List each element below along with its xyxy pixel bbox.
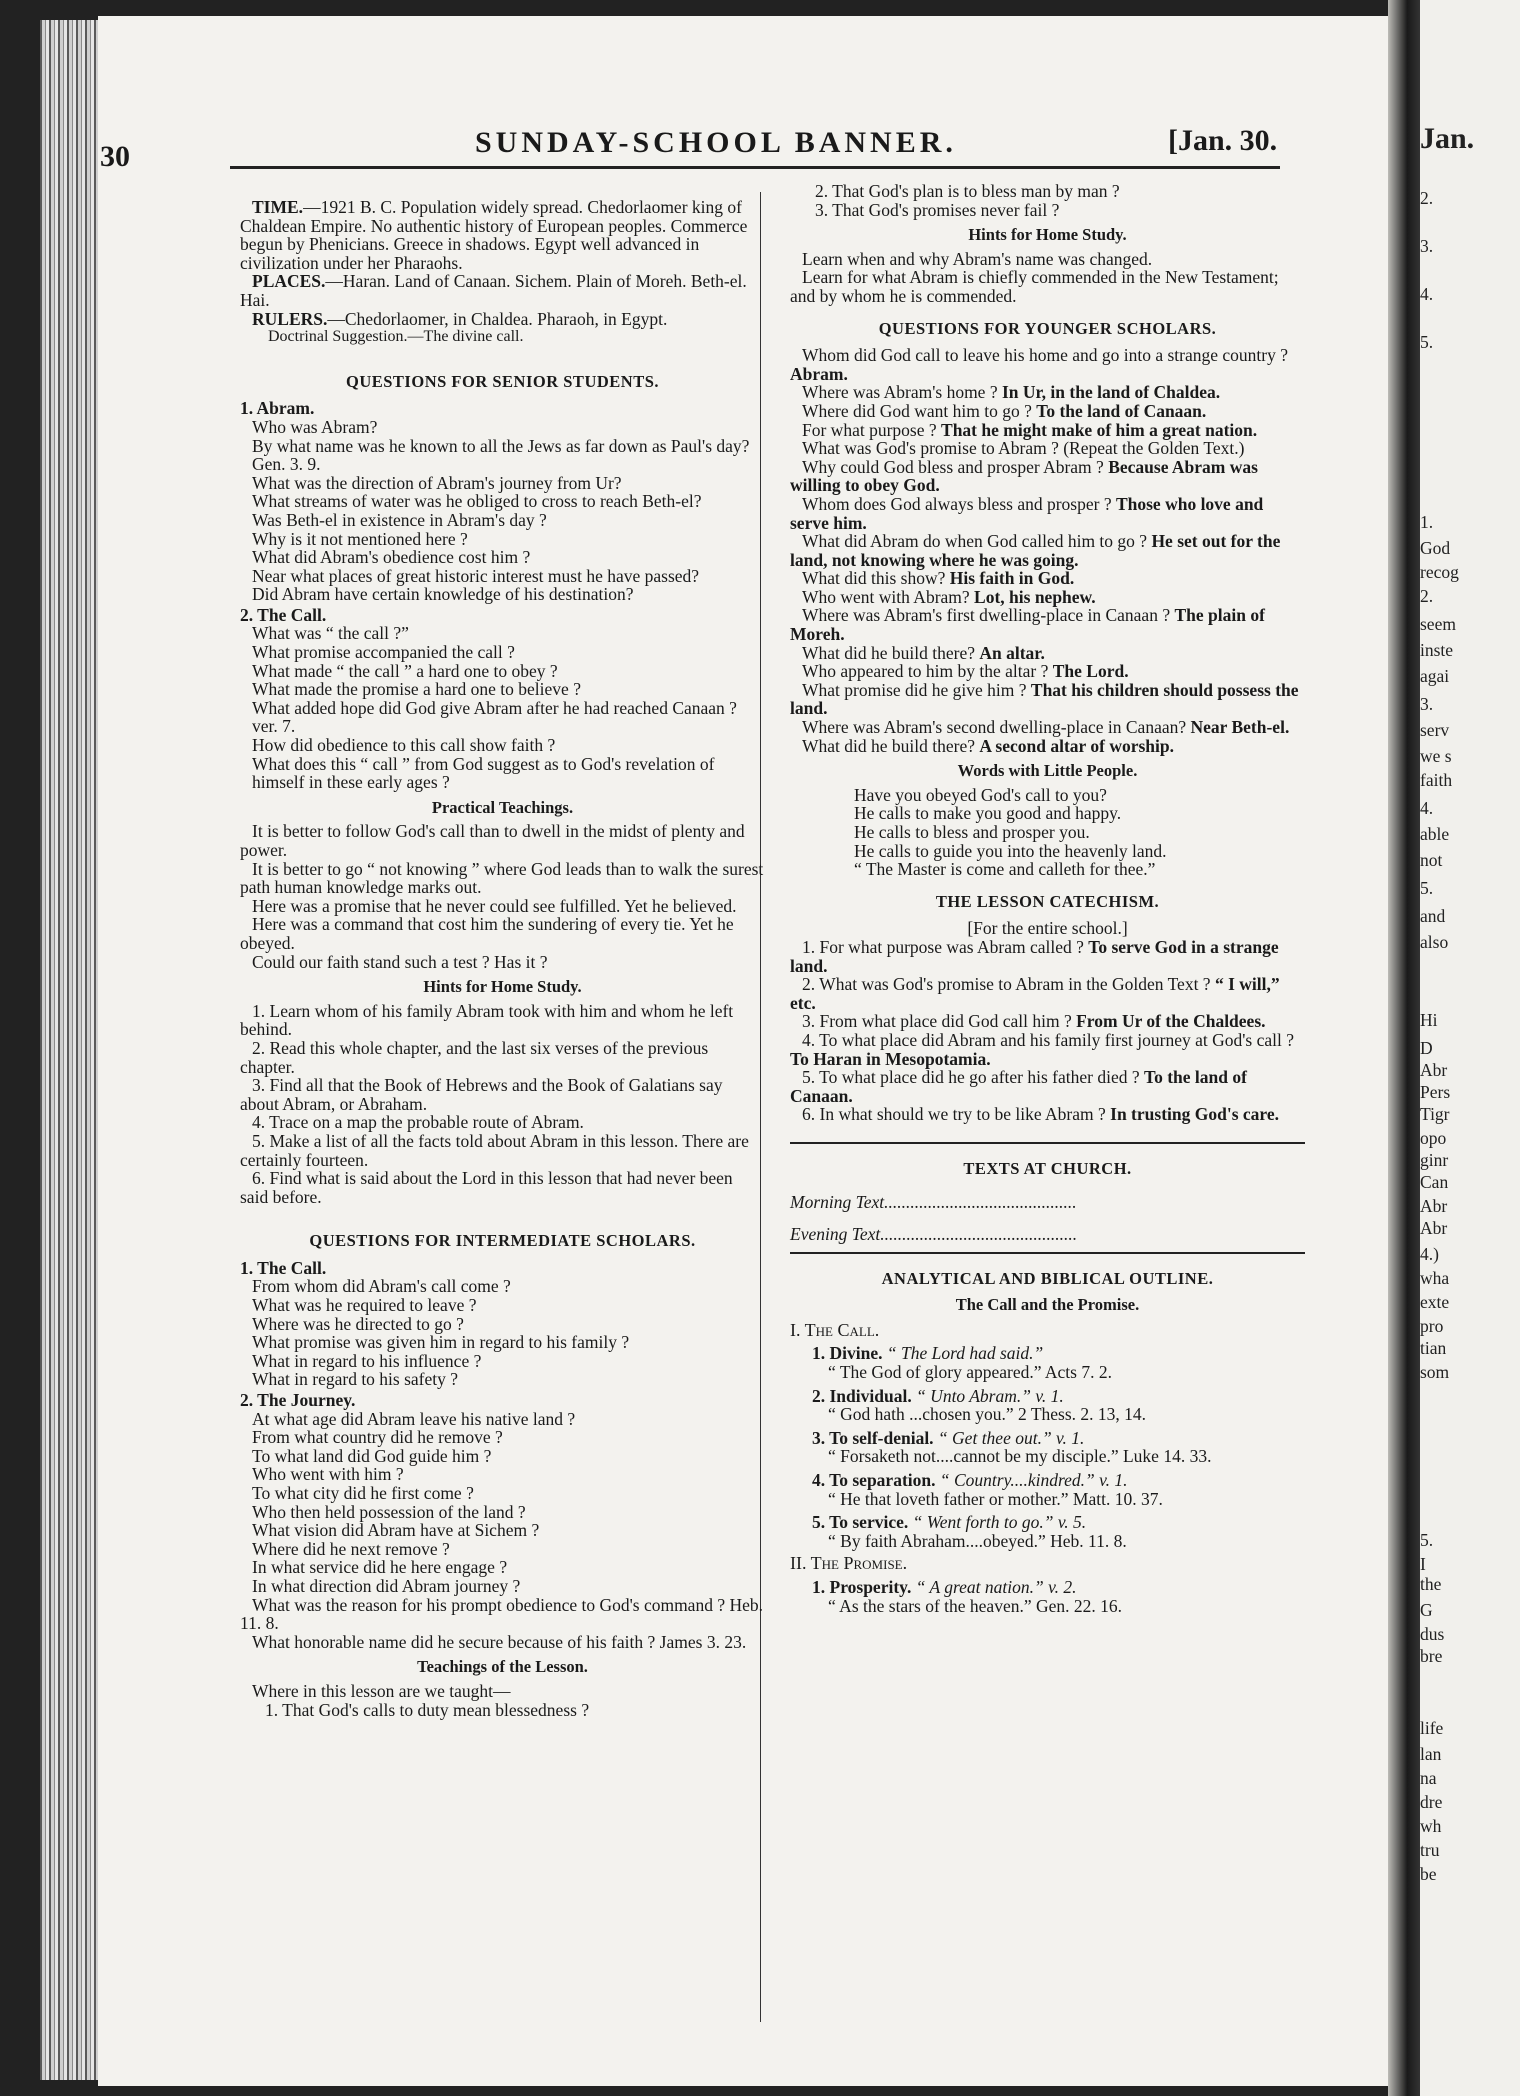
next-page-fragment-text: lan: [1420, 1744, 1442, 1764]
younger-answer: A second altar of worship.: [979, 735, 1174, 756]
next-page-fragment-text: tian: [1420, 1338, 1447, 1358]
question: To what city did he first come ?: [252, 1483, 474, 1503]
younger-question: Why could God bless and prosper Abram ?: [802, 456, 1109, 477]
younger-answer: Because Abram was willing to obey God.: [790, 456, 1258, 496]
catechism-question: 1. For what purpose was Abram called ?: [802, 936, 1089, 957]
younger-qa: [790, 402, 1305, 421]
question: By what name was he known to all the Jews as far down as Paul's day? Gen. 3. 9.: [252, 435, 750, 475]
younger-question: What promise did he give him ?: [802, 679, 1031, 700]
morning-text-line: Morning Text............................................: [790, 1191, 1077, 1212]
question: What does this “ call ” from God suggest as to God's revelation of himself in these early ages ?: [252, 753, 715, 793]
question: What was the reason for his prompt obedience to God's command ? Heb. 11. 8.: [240, 1594, 763, 1634]
younger-question: Who appeared to him by the altar ?: [802, 661, 1053, 682]
outline-item: [790, 1429, 1305, 1448]
younger-question: Where did God want him to go ?: [802, 400, 1037, 421]
question: What made the promise a hard one to believe ?: [252, 679, 581, 700]
teachings-intro: Where in this lesson are we taught—: [252, 1680, 511, 1701]
teachings-continued: [790, 182, 1305, 219]
next-page-fragment-text: dus: [1420, 1624, 1445, 1644]
younger-qa: [790, 718, 1305, 737]
younger-answer: In Ur, in the land of Chaldea.: [1001, 382, 1221, 403]
younger-answer: That his children should possess the land.: [790, 679, 1299, 719]
next-page-fragment-text: tru: [1420, 1840, 1440, 1860]
teaching-paragraph: It is better to go “ not knowing ” where God leads than to walk the surest path human knowledge marks out.: [240, 858, 764, 898]
rulers-label: RULERS.: [252, 308, 328, 329]
teaching-paragraph: Here was a command that cost him the sundering of every tie. Yet he obeyed.: [240, 914, 734, 953]
outline-reference: “ God hath ...chosen you.” 2 Thess. 2. 13, 14.: [828, 1404, 1147, 1425]
left-column: [240, 198, 765, 1719]
younger-question: For what purpose ?: [802, 419, 942, 440]
doctrinal-suggestion: Doctrinal Suggestion.—The divine call.: [268, 328, 524, 346]
home-study-item: 4. Trace on a map the probable route of Abram.: [252, 1112, 584, 1133]
younger-qa: [790, 495, 1305, 532]
younger-qa: [790, 532, 1305, 569]
outline-reference: “ The God of glory appeared.” Acts 7. 2.: [828, 1362, 1112, 1383]
home-study-list: [240, 1002, 765, 1207]
next-page-fragment-text: able: [1420, 824, 1450, 844]
running-title: SUNDAY-SCHOOL BANNER.: [475, 126, 957, 159]
question: What did Abram's obedience cost him ?: [252, 547, 531, 568]
younger-qa: [790, 588, 1305, 607]
catechism-answer: In trusting God's care.: [1110, 1104, 1279, 1125]
question: What streams of water was he obliged to cross to reach Beth-el?: [252, 491, 702, 512]
next-page-fragment-text: agai: [1420, 666, 1450, 686]
senior-questions-2: [240, 624, 765, 791]
outline-quote: “ The Lord had said.”: [886, 1343, 1044, 1364]
next-page-fragment-text: seem: [1420, 614, 1456, 634]
next-page-fragment-text: ginr: [1420, 1150, 1449, 1170]
outline-item: [790, 1471, 1305, 1490]
next-page-fragment-text: opo: [1420, 1128, 1447, 1148]
younger-question: What was God's promise to Abram ? (Repeat the Golden Text.): [802, 438, 1245, 459]
younger-qa: [790, 569, 1305, 588]
home-study-item: 5. Make a list of all the facts told about Abram in this lesson. There are certainly fourteen.: [240, 1130, 749, 1170]
younger-answer: Near Beth-el.: [1190, 717, 1290, 738]
question: What vision did Abram have at Sichem ?: [252, 1520, 540, 1541]
question: What promise was given him in regard to his family ?: [252, 1332, 630, 1353]
catechism-item: [790, 975, 1305, 1012]
header-rule: [230, 166, 1280, 169]
question: What was “ the call ?”: [252, 623, 409, 644]
time-text: —1921 B. C. Population widely spread. Chedorlaomer king of Chaldean Empire. No authentic history of European peoples. Commerce begun by Phenicians. Greece in shadows. Egypt well advanced in civilization under her Pharaohs.: [240, 197, 748, 273]
next-page-fragment-text: faith: [1420, 770, 1453, 790]
next-page-fragment-text: recog: [1420, 562, 1459, 582]
question: From what country did he remove ?: [252, 1427, 503, 1448]
next-page-fragment-text: also: [1420, 932, 1449, 952]
morning-text-label: Morning Text: [790, 1191, 885, 1212]
younger-answer: His faith in God.: [949, 568, 1075, 589]
teaching-paragraph: Here was a promise that he never could see fulfilled. Yet he believed.: [252, 895, 737, 916]
next-page-fragment-text: G: [1420, 1600, 1433, 1620]
younger-question: What did he build there?: [802, 735, 980, 756]
next-page-fragment-text: Hi: [1420, 1010, 1438, 1030]
outline-reference: “ He that loveth father or mother.” Matt. 10. 37.: [828, 1488, 1163, 1509]
outline-point: 2. Individual.: [812, 1385, 917, 1406]
question: Who was Abram?: [252, 416, 378, 437]
places-label: PLACES.: [252, 271, 326, 292]
intermediate-questions-2: [240, 1410, 765, 1596]
younger-question: What did this show?: [802, 568, 950, 589]
texts-heading: TEXTS AT CHURCH.: [963, 1158, 1132, 1178]
next-page-fragment-text: 5.: [1420, 332, 1434, 352]
evening-text-label: Evening Text: [790, 1224, 881, 1245]
next-page-fragment-text: 2.: [1420, 586, 1434, 606]
next-page-fragment-text: and: [1420, 906, 1446, 926]
outline-quote: “ Went forth to go.” v. 5.: [912, 1512, 1087, 1533]
question: What was the direction of Abram's journey from Ur?: [252, 472, 622, 493]
question: In what service did he here engage ?: [252, 1557, 508, 1578]
home-study-item: 2. Read this whole chapter, and the last six verses of the previous chapter.: [240, 1037, 709, 1077]
outline-point: 3. To self-denial.: [812, 1427, 938, 1448]
home-study-item: 6. Find what is said about the Lord in this lesson that had never been said before.: [240, 1168, 733, 1207]
verse-line: He calls to make you good and happy.: [854, 803, 1122, 824]
catechism-heading: THE LESSON CATECHISM.: [935, 891, 1160, 911]
next-page-fragment-text: be: [1420, 1864, 1437, 1884]
outline-item: [790, 1513, 1305, 1532]
question: What honorable name did he secure because of his faith ? James 3. 23.: [252, 1631, 747, 1652]
younger-qa: [790, 662, 1305, 681]
outline-part-2: II. The Promise.: [790, 1553, 908, 1574]
outline-point: 1. Prosperity.: [812, 1577, 916, 1597]
intermediate-section-1: 1. The Call.: [240, 1257, 327, 1278]
question: From whom did Abram's call come ?: [252, 1276, 511, 1297]
catechism-answer: To Haran in Mesopotamia.: [790, 1048, 991, 1069]
teachings-heading: Teachings of the Lesson.: [417, 1657, 588, 1677]
home-study-heading: Hints for Home Study.: [423, 977, 582, 997]
next-page-fragment-text: we s: [1420, 746, 1452, 766]
teaching-item: 3. That God's promises never fail ?: [815, 199, 1060, 220]
home-study-item: Learn when and why Abram's name was changed.: [802, 248, 1153, 269]
verse-line: He calls to bless and prosper you.: [854, 822, 1090, 842]
outline-part-1: I. The Call.: [790, 1319, 880, 1340]
next-page-fragment-text: God: [1420, 538, 1451, 558]
home-study-item: 3. Find all that the Book of Hebrews and the Book of Galatians say about Abram, or Abraham.: [240, 1075, 723, 1114]
next-page-fragment-text: the: [1420, 1574, 1442, 1594]
running-date: [Jan. 30.: [1168, 124, 1278, 157]
younger-question: Where was Abram's first dwelling-place in Canaan ?: [802, 605, 1175, 626]
next-page-header: Jan.: [1420, 122, 1475, 155]
right-home-study-heading: Hints for Home Study.: [968, 225, 1127, 245]
senior-questions-1: [240, 418, 765, 604]
younger-question: What did he build there?: [802, 642, 980, 663]
younger-qa: [790, 606, 1305, 643]
younger-question: Whom did God call to leave his home and go into a strange country ?: [802, 345, 1288, 366]
intermediate-section-2: 2. The Journey.: [240, 1390, 356, 1411]
question: Was Beth-el in existence in Abram's day ?: [252, 509, 547, 530]
question: Who then held possession of the land ?: [252, 1501, 526, 1522]
next-page-fragment-text: 3.: [1420, 694, 1434, 714]
next-page-fragment-text: som: [1420, 1362, 1450, 1382]
next-page-fragment-text: Can: [1420, 1172, 1449, 1192]
question: How did obedience to this call show faith ?: [252, 735, 556, 756]
question: Did Abram have certain knowledge of his destination?: [252, 584, 634, 605]
younger-answer: The plain of Moreh.: [790, 605, 1265, 645]
intermediate-questions-1: [240, 1277, 765, 1389]
next-page-fragment: [1420, 0, 1520, 2096]
right-home-study: [790, 250, 1305, 306]
page-number: 30: [100, 140, 130, 173]
younger-answer: Lot, his nephew.: [974, 586, 1096, 607]
page-edges: [40, 20, 100, 2080]
next-page-fragment-text: I: [1420, 1554, 1426, 1574]
younger-question: Where was Abram's second dwelling-place in Canaan?: [802, 717, 1191, 738]
senior-section-2: 2. The Call.: [240, 604, 327, 625]
little-people-heading: Words with Little People.: [957, 761, 1138, 781]
catechism-answer: “ I will,” etc.: [790, 974, 1280, 1013]
outline-subheading: The Call and the Promise.: [955, 1295, 1140, 1315]
catechism-question: 6. In what should we try to be like Abram ?: [802, 1104, 1111, 1125]
catechism-item: [790, 938, 1305, 975]
younger-question: Whom does God always bless and prosper ?: [802, 493, 1116, 514]
next-page-fragment-text: 4.: [1420, 284, 1434, 304]
catechism-item: [790, 1105, 1305, 1124]
outline-point: 5. To service.: [812, 1512, 913, 1533]
outline-reference: “ As the stars of the heaven.” Gen. 22. 16.: [828, 1595, 1123, 1616]
teaching-item: 1. That God's calls to duty mean blessedness ?: [265, 1699, 590, 1720]
question: To what land did God guide him ?: [252, 1445, 492, 1466]
younger-qa: [790, 458, 1305, 495]
catechism-question: 2. What was God's promise to Abram in the Golden Text ?: [802, 974, 1215, 995]
next-page-fragment-text: Abr: [1420, 1060, 1448, 1080]
question: In what direction did Abram journey ?: [252, 1575, 521, 1596]
next-page-fragment-text: 4.): [1420, 1244, 1439, 1264]
next-page-fragment-text: na: [1420, 1768, 1437, 1788]
time-label: TIME.: [252, 197, 304, 217]
catechism-item: [790, 1012, 1305, 1031]
question: What was he required to leave ?: [252, 1295, 477, 1316]
next-page-fragment-text: pro: [1420, 1316, 1444, 1336]
catechism-answer: To the land of Canaan.: [790, 1067, 1247, 1106]
younger-answer: He set out for the land, not knowing where he was going.: [790, 531, 1281, 570]
next-page-fragment-text: life: [1420, 1718, 1444, 1738]
outline-reference: “ By faith Abraham....obeyed.” Heb. 11. 8.: [828, 1530, 1127, 1551]
outline-quote: “ Unto Abram.” v. 1.: [916, 1385, 1064, 1406]
outline-call-items: [790, 1344, 1305, 1550]
teaching-paragraph: It is better to follow God's call than to dwell in the midst of plenty and power.: [240, 821, 745, 860]
younger-qa: [790, 681, 1305, 718]
texts-bottom-rule: [790, 1252, 1305, 1254]
question: Where was he directed to go ?: [252, 1313, 464, 1334]
question: Near what places of great historic interest must he have passed?: [252, 565, 700, 586]
younger-question: Who went with Abram?: [802, 586, 975, 607]
next-page-fragment-text: 5.: [1420, 1530, 1434, 1550]
outline-item: [790, 1387, 1305, 1406]
catechism-item: [790, 1068, 1305, 1105]
outline-point: 1. Divine.: [812, 1343, 887, 1364]
outline-quote: “ Get thee out.” v. 1.: [937, 1427, 1085, 1448]
younger-question: What did Abram do when God called him to go ?: [802, 531, 1152, 552]
question: What added hope did God give Abram after he had reached Canaan ? ver. 7.: [252, 697, 737, 737]
younger-qa: [790, 737, 1305, 756]
next-page-fragment-text: serv: [1420, 720, 1450, 740]
younger-answer: That he might make of him a great nation.: [941, 419, 1258, 440]
senior-heading: QUESTIONS FOR SENIOR STUDENTS.: [346, 371, 659, 391]
next-page-fragment-text: exte: [1420, 1292, 1450, 1312]
catechism-subheading: [For the entire school.]: [967, 918, 1128, 939]
younger-qa: [790, 439, 1305, 458]
question: Where did he next remove ?: [252, 1538, 450, 1559]
verse-line: “ The Master is come and calleth for thee.”: [854, 859, 1156, 880]
practical-heading: Practical Teachings.: [431, 797, 574, 817]
question: What in regard to his influence ?: [252, 1350, 482, 1371]
catechism-list: [790, 938, 1305, 1124]
senior-section-1: 1. Abram.: [240, 398, 315, 419]
outline-heading: ANALYTICAL AND BIBLICAL OUTLINE.: [881, 1268, 1214, 1288]
next-page-fragment-text: Pers: [1420, 1082, 1451, 1102]
question: What promise accompanied the call ?: [252, 642, 515, 663]
question: Who went with him ?: [252, 1464, 404, 1485]
younger-qa: [790, 346, 1305, 383]
next-page-fragment-text: not: [1420, 850, 1443, 870]
catechism-question: 4. To what place did Abram and his family first journey at God's call ?: [802, 1029, 1294, 1050]
little-people-verses: [790, 786, 1305, 879]
younger-qa: [790, 644, 1305, 663]
outline-quote: “ Country....kindred.” v. 1.: [939, 1470, 1128, 1491]
next-page-fragment-text: bre: [1420, 1646, 1443, 1666]
younger-answer: The Lord.: [1052, 661, 1129, 682]
question: Why is it not mentioned here ?: [252, 528, 468, 549]
home-study-item: 1. Learn whom of his family Abram took with him and whom he left behind.: [240, 1000, 734, 1040]
next-page-fragment-text: wha: [1420, 1268, 1450, 1288]
next-page-fragment-text: 4.: [1420, 798, 1434, 818]
next-page-fragment-text: wh: [1420, 1816, 1442, 1836]
catechism-question: 3. From what place did God call him ?: [802, 1011, 1077, 1032]
outline-quote: “ A great nation.” v. 2.: [915, 1577, 1077, 1597]
next-page-fragment-text: inste: [1420, 640, 1454, 660]
evening-text-line: Evening Text.............................................: [790, 1224, 1078, 1245]
catechism-question: 5. To what place did he go after his father died ?: [802, 1067, 1145, 1088]
younger-answer: Abram.: [790, 363, 848, 384]
rulers-text: —Chedorlaomer, in Chaldea. Pharaoh, in Egypt.: [327, 308, 668, 329]
younger-qa: [790, 383, 1305, 402]
next-page-fragment-text: Tigr: [1420, 1104, 1450, 1124]
next-page-fragment-text: 3.: [1420, 236, 1434, 256]
verse-line: He calls to guide you into the heavenly land.: [854, 840, 1167, 861]
catechism-answer: To serve God in a strange land.: [790, 936, 1279, 976]
outline-point: 4. To separation.: [812, 1470, 940, 1491]
teaching-paragraph: Could our faith stand such a test ? Has it ?: [252, 951, 548, 972]
younger-question: Where was Abram's home ?: [802, 382, 1002, 403]
younger-questions: [790, 346, 1305, 755]
question: What in regard to his safety ?: [252, 1369, 459, 1390]
book-gutter: [1388, 0, 1420, 2096]
next-page-fragment-text: 2.: [1420, 188, 1434, 208]
home-study-item: Learn for what Abram is chiefly commended in the New Testament; and by whom he is commended.: [790, 267, 1279, 306]
next-page-fragment-text: Abr: [1420, 1218, 1448, 1238]
next-page-fragment-text: 1.: [1420, 512, 1434, 532]
younger-answer: Those who love and serve him.: [790, 493, 1264, 533]
catechism-answer: From Ur of the Chaldees.: [1076, 1011, 1266, 1032]
younger-answer: To the land of Canaan.: [1036, 400, 1207, 421]
teaching-item: 2. That God's plan is to bless man by man ?: [815, 181, 1120, 201]
next-page-fragment-text: Abr: [1420, 1196, 1448, 1216]
intermediate-questions-long: [240, 1596, 765, 1652]
outline-promise-items: [790, 1578, 1305, 1615]
texts-top-rule: [790, 1142, 1305, 1144]
outline-item: [790, 1344, 1305, 1363]
right-column: [790, 182, 1305, 1615]
outline-reference: “ Forsaketh not....cannot be my disciple.” Luke 14. 33.: [828, 1446, 1212, 1467]
places-text: —Haran. Land of Canaan. Sichem. Plain of Moreh. Beth-el. Hai.: [240, 271, 747, 310]
younger-qa: [790, 421, 1305, 440]
verse-line: Have you obeyed God's call to you?: [854, 784, 1107, 805]
next-page-fragment-text: D: [1420, 1038, 1433, 1058]
younger-answer: An altar.: [979, 642, 1045, 663]
practical-teachings: [240, 822, 765, 971]
next-page-fragment-text: 5.: [1420, 878, 1434, 898]
next-page-fragment-text: dre: [1420, 1792, 1443, 1812]
younger-heading: QUESTIONS FOR YOUNGER SCHOLARS.: [878, 318, 1217, 338]
outline-item: [790, 1578, 1305, 1597]
catechism-item: [790, 1031, 1305, 1068]
intermediate-heading: QUESTIONS FOR INTERMEDIATE SCHOLARS.: [309, 1231, 696, 1251]
question: What made “ the call ” a hard one to obey ?: [252, 660, 558, 681]
question: At what age did Abram leave his native land ?: [252, 1408, 576, 1429]
